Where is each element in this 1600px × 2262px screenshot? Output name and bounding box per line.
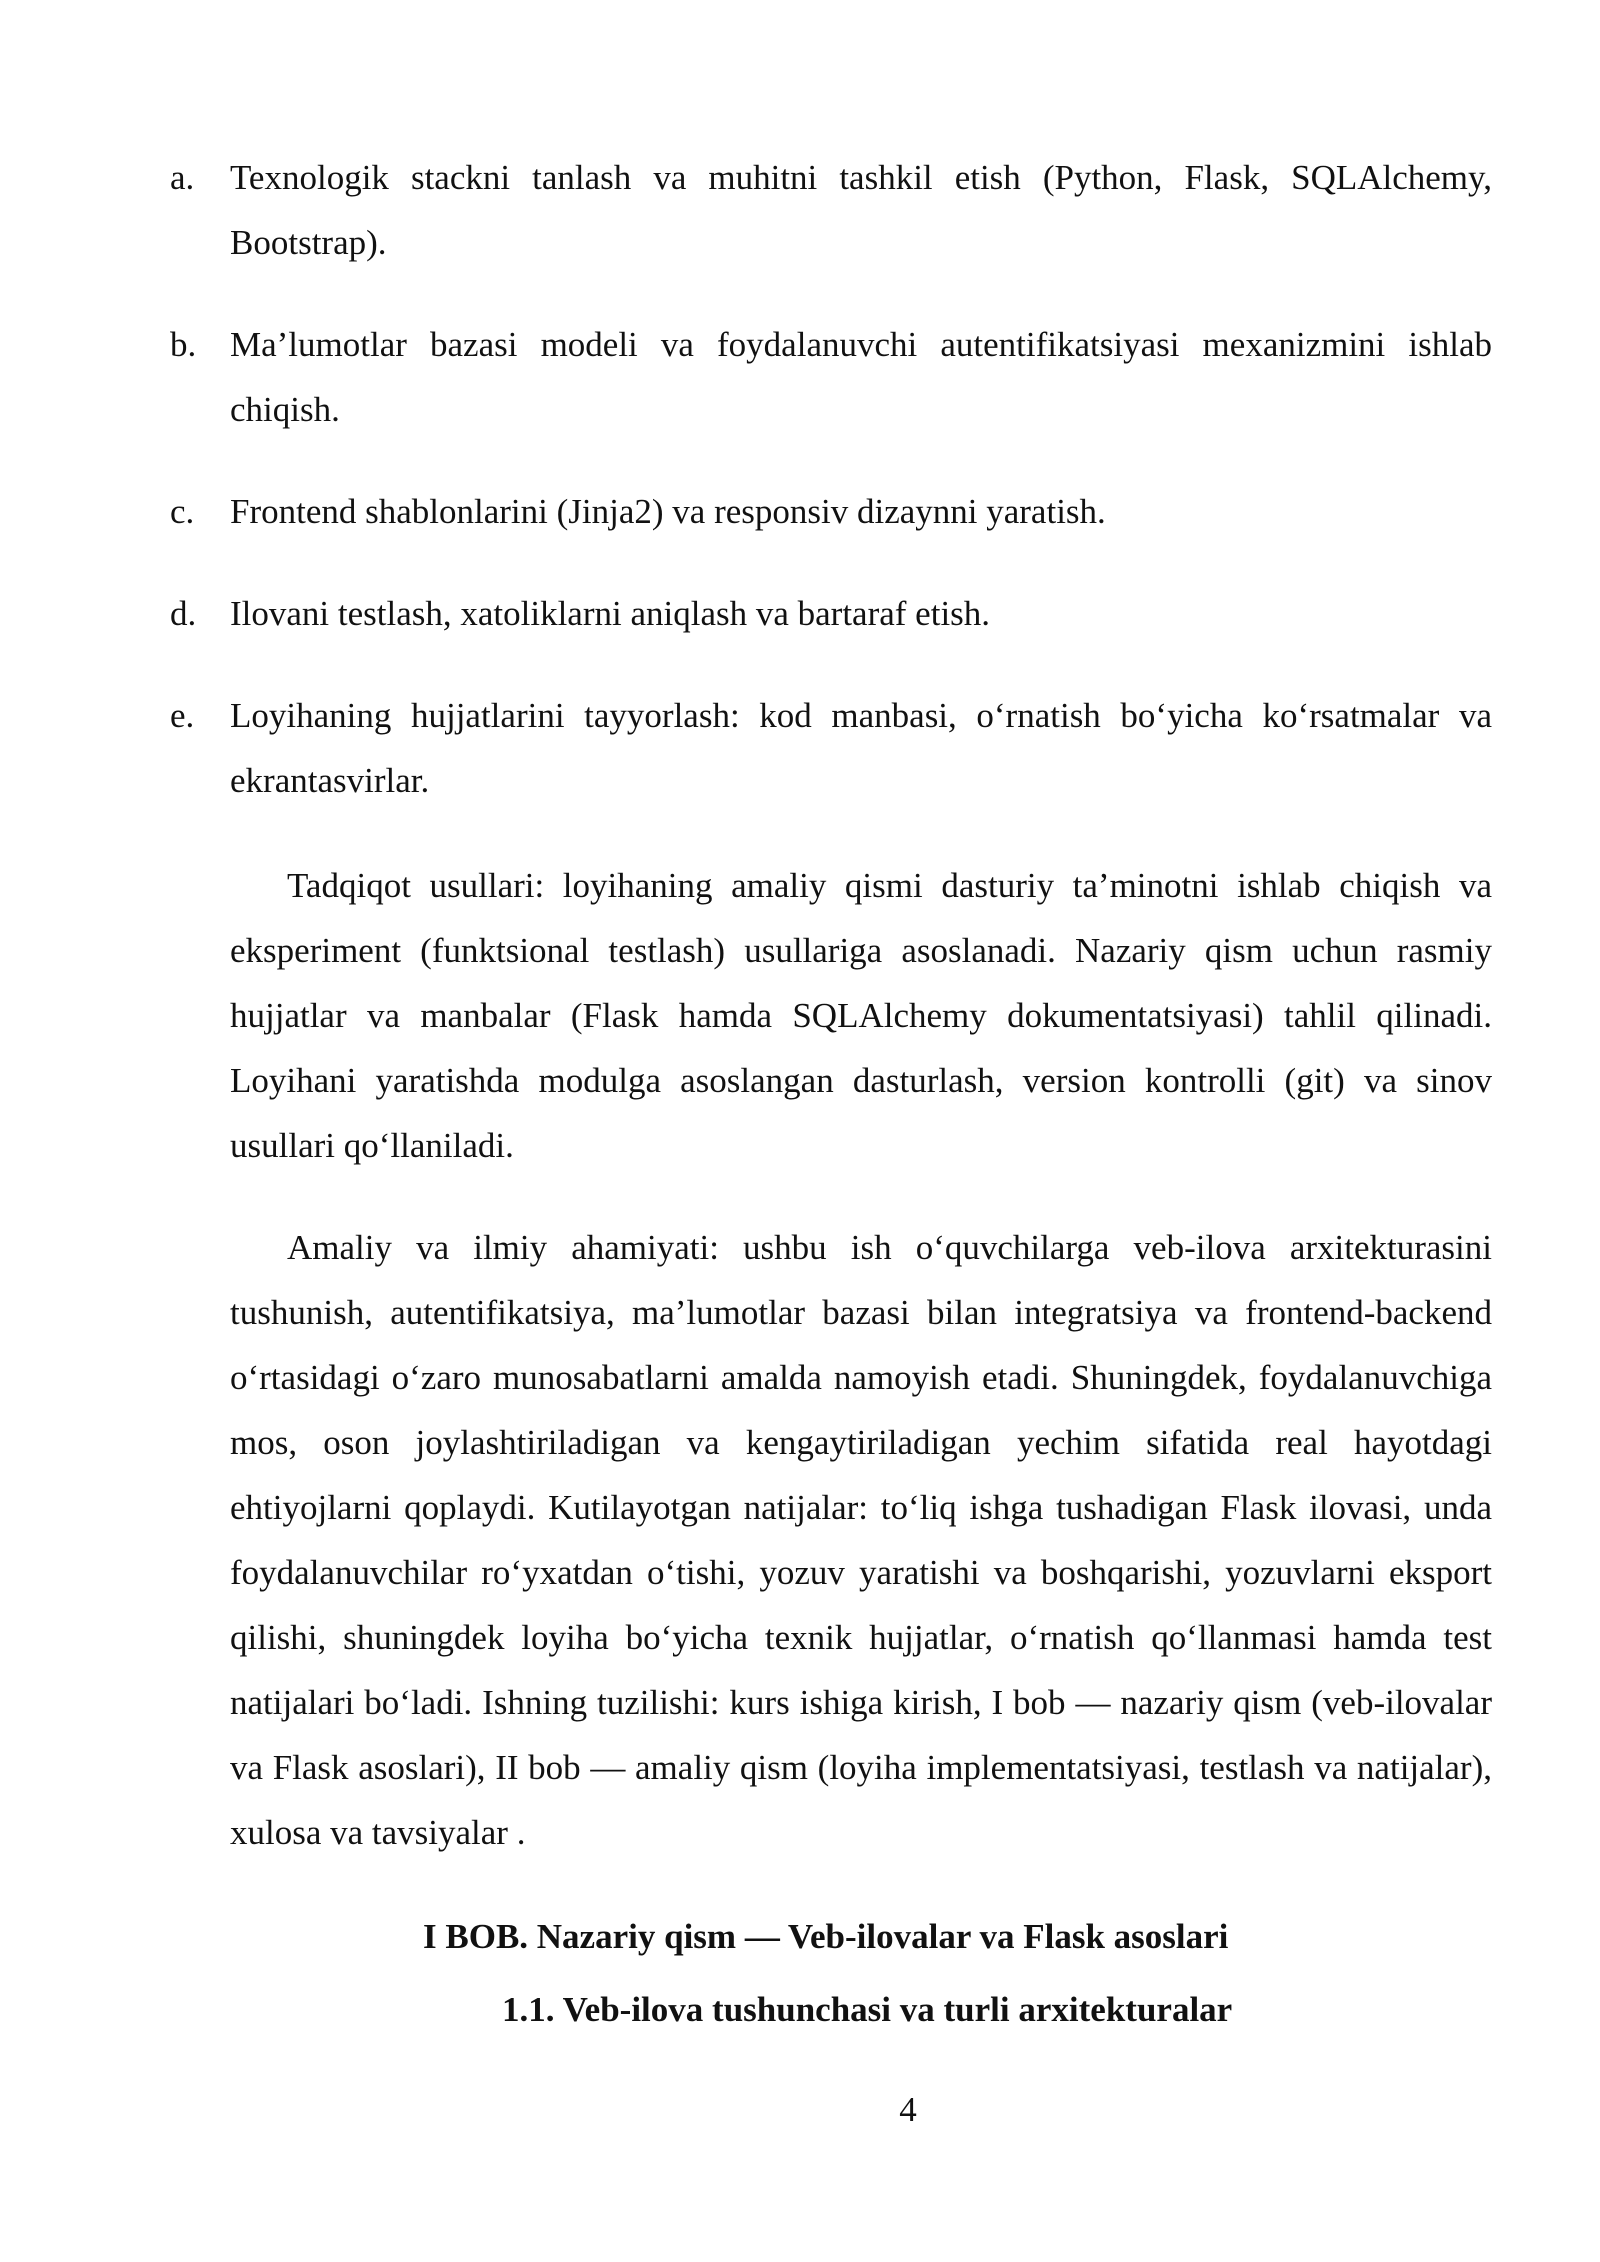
list-marker: d.	[170, 594, 197, 633]
list-marker: b.	[170, 325, 197, 364]
list-item-text: Frontend shablonlarini (Jinja2) va responsiv dizaynni yaratish.	[230, 492, 1106, 531]
list-marker: a.	[170, 158, 195, 197]
page-number: 4	[899, 2090, 917, 2129]
significance-paragraph: Amaliy va ilmiy ahamiyati: ushbu ish o‘quvchilarga veb-ilova arxitekturasini tushunish, autentifikatsiya, ma’lumotlar bazasi bilan integratsiya va frontend-backend o‘rtasidagi o‘zaro munosabatlarni amalda namoyish etadi. Shuningdek, foydalanuvchiga mos, oson joylashtiriladigan va kengaytiriladigan yechim sifatida real hayotdagi ehtiyojlarni qoplaydi. Kutilayotgan natijalar: to‘liq ishga tushadigan Flask ilovasi, unda foydalanuvchilar ro‘yxatdan o‘tishi, yozuv yaratishi va boshqarishi, yozuvlarni eksport qilishi, shuningdek loyiha bo‘yicha texnik hujjatlar, o‘rnatish qo‘llanmasi hamda test natijalari bo‘ladi. Ishning tuzilishi: kurs ishiga kirish, I bob — nazariy qism (veb-ilovalar va Flask asoslari), II bob — amaliy qism (loyiha implementatsiyasi, testlash va natijalar), xulosa va tavsiyalar .	[230, 1228, 1492, 1852]
list-item	[170, 145, 1492, 275]
chapter-heading: I BOB. Nazariy qism — Veb-ilovalar va Flask asoslari	[423, 1917, 1229, 1956]
list-item	[170, 581, 1492, 646]
section-heading: 1.1. Veb-ilova tushunchasi va turli arxitekturalar	[502, 1990, 1233, 2029]
list-marker: c.	[170, 492, 195, 531]
list-item-text: Ilovani testlash, xatoliklarni aniqlash va bartaraf etish.	[230, 594, 991, 633]
list-item-text: Loyihaning hujjatlarini tayyorlash: kod manbasi, o‘rnatish bo‘yicha ko‘rsatmalar va ekrantasvirlar.	[230, 696, 1492, 800]
list-item	[170, 683, 1492, 813]
list-marker: e.	[170, 696, 195, 735]
list-item-text: Ma’lumotlar bazasi modeli va foydalanuvchi autentifikatsiyasi mexanizmini ishlab chiqish.	[230, 325, 1492, 429]
task-list	[170, 145, 1492, 850]
list-item	[170, 312, 1492, 442]
research-methods-paragraph: Tadqiqot usullari: loyihaning amaliy qismi dasturiy ta’minotni ishlab chiqish va eksperiment (funktsional testlash) usullariga asoslanadi. Nazariy qism uchun rasmiy hujjatlar va manbalar (Flask hamda SQLAlchemy dokumentatsiyasi) tahlil qilinadi. Loyihani yaratishda modulga asoslangan dasturlash, version kontrolli (git) va sinov usullari qo‘llaniladi.	[230, 866, 1492, 1165]
list-item-text: Texnologik stackni tanlash va muhitni tashkil etish (Python, Flask, SQLAlchemy, Bootstrap).	[230, 158, 1492, 262]
list-item	[170, 479, 1492, 544]
